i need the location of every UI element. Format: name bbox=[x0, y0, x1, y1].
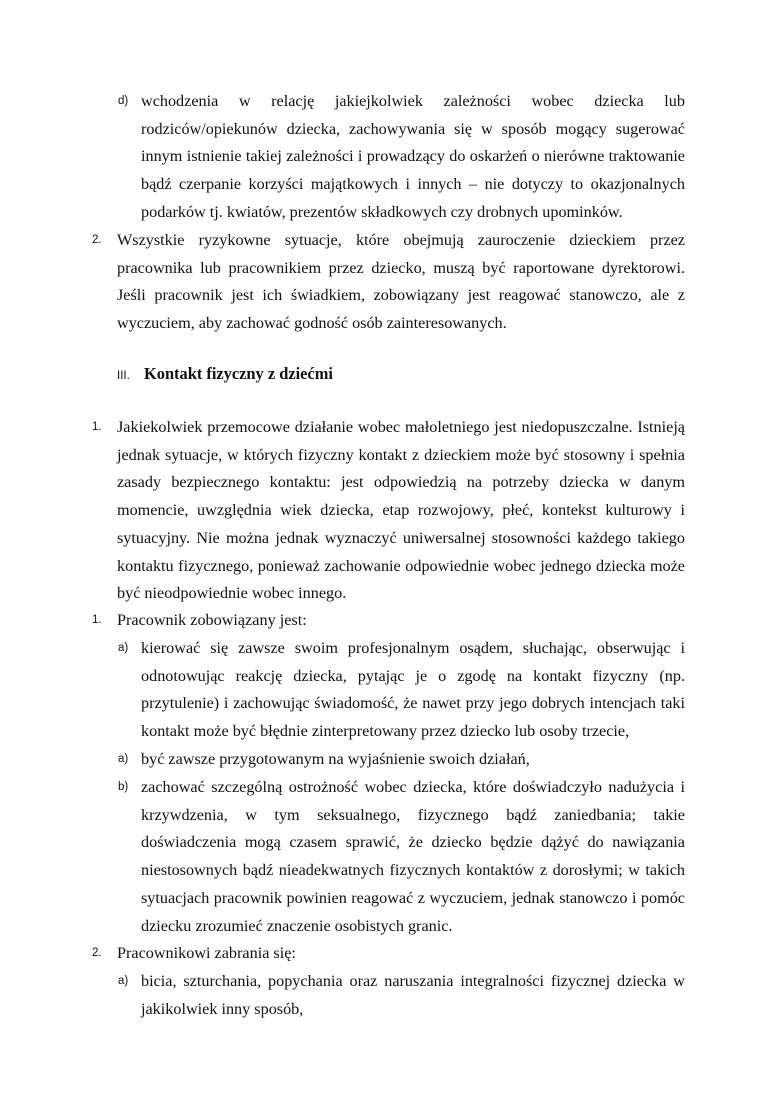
list-item-text: Pracownikowi zabrania się: bbox=[117, 944, 296, 962]
list-marker: a) bbox=[118, 642, 129, 654]
list-item-text: kierować się zawsze swoim profesjonalnym osądem, słuchając, obserwując i odnotowując reakcję dziecka, pytając je o zgodę na kontakt fizyczny (np. przytulenie) i zachowując świadomość, że nawet przy jego dobrych intencjach taki kontakt może być błędnie zinterpretowany przez dziecko lub osoby trzecie, bbox=[141, 639, 685, 741]
list-marker: a) bbox=[118, 975, 129, 987]
list-marker: 1. bbox=[92, 614, 102, 626]
list-item-text: Pracownik zobowiązany jest: bbox=[117, 611, 307, 629]
list-item-text: zachować szczególną ostrożność wobec dziecka, które doświadczyło nadużycia i krzywdzenia, w tym seksualnego, fizycznego bądź zaniedbania; takie doświadczenia mogą czasem sprawić, że dziecko będzie dążyć do nawiązania niestosownych bądź nieadekwatnych fizycznych kontaktów z dorosłymi; w takich sytuacjach pracownik powinien reagować z wyczuciem, jednak stanowczo i pomóc dziecku zrozumieć znaczenie osobistych granic. bbox=[141, 778, 685, 935]
list-marker: 1. bbox=[92, 421, 102, 433]
list-item-text: Jakiekolwiek przemocowe działanie wobec małoletniego jest niedopuszczalne. Istnieją jednak sytuacje, w których fizyczny kontakt z dzieckiem może być stosowny i spełnia zasady bezpiecznego kontaktu: jest odpowiedzią na potrzeby dziecka w danym momencie, uwzględnia wiek dziecka, etap rozwojowy, płeć, kontekst kulturowy i sytuacyjny. Nie można jednak wyznaczyć uniwersalnej stosowności każdego takiego kontaktu fizycznego, ponieważ zachowanie odpowiednie wobec jednego dziecka może być nieodpowiednie wobec innego. bbox=[117, 418, 685, 603]
list-marker: 2. bbox=[92, 947, 102, 959]
list-item-text: Wszystkie ryzykowne sytuacje, które obejmują zauroczenie dzieckiem przez pracownika lub pracownikiem przez dziecko, muszą być raportowane dyrektorowi. Jeśli pracownik jest ich świadkiem, zobowiązany jest reagować stanowczo, ale z wyczuciem, aby zachować godność osób zainteresowanych. bbox=[117, 231, 685, 333]
list-item-text: wchodzenia w relację jakiejkolwiek zależności wobec dziecka lub rodziców/opiekunów dziecka, zachowywania się w sposób mogący sugerować innym istnienie takiej zależności i prowadzący do oskarżeń o nierówne traktowanie bądź czerpanie korzyści majątkowych i innych – nie dotyczy to okazjonalnych podarków tj. kwiatów, prezentów składkowych czy drobnych upominków. bbox=[141, 92, 685, 221]
section-heading: Kontakt fizyczny z dziećmi bbox=[144, 364, 333, 383]
list-marker: d) bbox=[118, 95, 129, 107]
list-item-text: być zawsze przygotowanym na wyjaśnienie swoich działań, bbox=[141, 750, 530, 768]
section-marker: III. bbox=[117, 370, 130, 382]
list-marker: 2. bbox=[92, 234, 102, 246]
list-marker: b) bbox=[118, 781, 129, 793]
list-item-text: bicia, szturchania, popychania oraz naruszania integralności fizycznej dziecka w jakikolwiek inny sposób, bbox=[141, 972, 685, 1018]
list-marker: a) bbox=[118, 753, 129, 765]
